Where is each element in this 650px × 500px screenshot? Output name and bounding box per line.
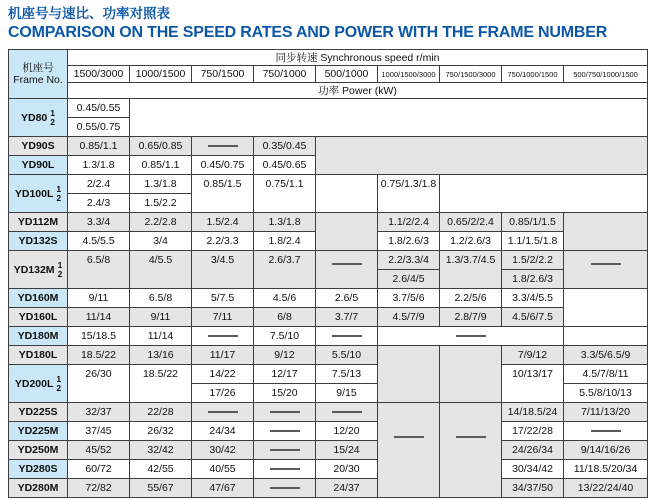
table-header <box>9 50 648 99</box>
power-value-cell: 0.75/1.1 <box>254 175 316 213</box>
power-value-cell: 7/11 <box>192 308 254 327</box>
empty-cell <box>378 346 440 403</box>
power-value-cell: 32/37 <box>68 403 130 422</box>
frame-label-cell <box>9 232 68 251</box>
power-value-cell: 14/18.5/24 <box>502 403 564 422</box>
frame-label: YD180M <box>17 330 59 342</box>
power-value-cell: 13/22/24/40 <box>564 479 648 498</box>
frame-label: YD100L 1 2 <box>14 183 62 203</box>
frame-label: YD132S <box>18 235 58 247</box>
table-row <box>9 251 648 270</box>
power-value-cell: 1.3/1.8 <box>68 156 130 175</box>
dash-cell <box>254 479 316 498</box>
power-value-cell: 30/42 <box>192 441 254 460</box>
dash-cell <box>564 251 648 289</box>
title-chinese: 机座号与速比、功率对照表 <box>8 6 170 21</box>
table-row <box>9 308 648 327</box>
table-row <box>9 403 648 422</box>
power-value-cell: 1.8/2.6/3 <box>378 232 440 251</box>
dash-line <box>270 430 300 432</box>
dash-cell <box>254 460 316 479</box>
table-row <box>9 422 648 441</box>
power-value-cell: 32/42 <box>130 441 192 460</box>
power-value-cell: 3.3/4/5.5 <box>502 289 564 308</box>
frame-label-cell <box>9 403 68 422</box>
power-value-cell: 11/14 <box>130 327 192 346</box>
power-value-cell: 24/34 <box>192 422 254 441</box>
dash-line <box>208 411 238 413</box>
power-value-cell: 3.7/5/6 <box>378 289 440 308</box>
dash-cell <box>440 403 502 498</box>
power-value-cell: 5.5/10 <box>316 346 378 365</box>
power-value-cell: 2.2/3.3/4 <box>378 251 440 270</box>
power-value-cell: 11/14 <box>68 308 130 327</box>
power-value-cell: 5.5/8/10/13 <box>564 384 648 403</box>
table-row <box>9 213 648 232</box>
power-value-cell: 1.3/1.8 <box>130 175 192 194</box>
frame-label: YD200L 1 2 <box>14 373 62 393</box>
table-row <box>9 365 648 384</box>
power-value-cell: 0.35/0.45 <box>254 137 316 156</box>
frame-sub-numbers: 1 2 <box>50 107 55 127</box>
frame-label-cell <box>9 251 68 289</box>
empty-cell <box>316 137 648 175</box>
frame-label-cell <box>9 441 68 460</box>
power-value-cell: 3.7/7 <box>316 308 378 327</box>
power-value-cell: 30/34/42 <box>502 460 564 479</box>
power-value-cell: 3/4.5 <box>192 251 254 289</box>
power-value-cell: 2.6/4/5 <box>378 270 440 289</box>
frame-sub-numbers: 1 2 <box>57 259 63 279</box>
power-value-cell: 1.5/2/2.2 <box>502 251 564 270</box>
frame-label: YD112M <box>17 216 59 228</box>
dash-line <box>332 411 362 413</box>
table-row <box>9 289 648 308</box>
power-value-cell: 6/8 <box>254 308 316 327</box>
table-row <box>9 175 648 194</box>
power-value-cell: 1.2/2.6/3 <box>440 232 502 251</box>
power-value-cell: 24/37 <box>316 479 378 498</box>
title-english: COMPARISON ON THE SPEED RATES AND POWER WITH THE FRAME NUMBER <box>8 24 608 41</box>
dash-line <box>208 335 238 337</box>
power-value-cell: 0.55/0.75 <box>68 118 130 137</box>
frame-no-header-zh: 机座号 <box>22 62 54 74</box>
power-value-cell: 0.45/0.55 <box>68 99 130 118</box>
frame-label-cell <box>9 137 68 156</box>
power-value-cell: 9/11 <box>68 289 130 308</box>
power-value-cell: 1.3/1.8 <box>254 213 316 232</box>
speed-col-header: 750/1000 <box>254 66 316 83</box>
speed-col-header: 750/1000/1500 <box>502 66 564 83</box>
frame-label-cell <box>9 365 68 403</box>
empty-cell <box>564 289 648 327</box>
power-value-cell: 18.5/22 <box>130 365 192 403</box>
power-kw-header: 功率 Power (kW) <box>68 83 648 99</box>
power-value-cell: 4.5/5.5 <box>68 232 130 251</box>
power-value-cell: 1.1/2/2.4 <box>378 213 440 232</box>
dash-cell <box>254 441 316 460</box>
speed-col-header: 1000/1500/3000 <box>378 66 440 83</box>
power-value-cell: 72/82 <box>68 479 130 498</box>
power-value-cell: 60/72 <box>68 460 130 479</box>
power-value-cell: 4/5.5 <box>130 251 192 289</box>
dash-line <box>270 487 300 489</box>
dash-line <box>591 263 621 265</box>
power-value-cell: 6.5/8 <box>130 289 192 308</box>
frame-label-cell <box>9 156 68 175</box>
table-row <box>9 137 648 156</box>
power-value-cell: 40/55 <box>192 460 254 479</box>
power-value-cell: 9/12 <box>254 346 316 365</box>
empty-cell <box>130 99 648 137</box>
frame-label-cell <box>9 460 68 479</box>
frame-label: YD280S <box>18 463 58 475</box>
power-value-cell: 4.5/7/9 <box>378 308 440 327</box>
frame-label: YD90S <box>21 140 55 152</box>
power-value-cell: 7.5/10 <box>254 327 316 346</box>
dash-line <box>332 335 362 337</box>
dash-line <box>591 430 621 432</box>
power-value-cell: 0.75/1.3/1.8 <box>378 175 440 213</box>
power-value-cell: 7/11/13/20 <box>564 403 648 422</box>
speed-columns-row <box>9 66 648 83</box>
table-body <box>9 99 648 498</box>
power-value-cell: 2.2/2.8 <box>130 213 192 232</box>
power-value-cell: 0.65/0.85 <box>130 137 192 156</box>
frame-label-cell <box>9 99 68 137</box>
empty-cell <box>564 327 648 346</box>
frame-label: YD250M <box>17 444 59 456</box>
speed-col-header: 1500/3000 <box>68 66 130 83</box>
frame-sub-numbers: 1 2 <box>56 373 62 393</box>
frame-label: YD80 1 2 <box>21 107 55 127</box>
frame-no-header-cell <box>9 50 68 99</box>
power-value-cell: 0.85/1/1.5 <box>502 213 564 232</box>
power-value-cell: 14/22 <box>192 365 254 384</box>
power-value-cell: 0.45/0.65 <box>254 156 316 175</box>
dash-cell <box>378 403 440 498</box>
synchronous-speed-header: 同步转速 Synchronous speed r/min <box>68 50 648 66</box>
frame-no-header-en: Frame No. <box>13 74 63 86</box>
power-value-cell: 0.45/0.75 <box>192 156 254 175</box>
speed-col-header: 1000/1500 <box>130 66 192 83</box>
frame-label-cell <box>9 346 68 365</box>
power-value-cell: 3.3/5/6.5/9 <box>564 346 648 365</box>
power-value-cell: 1.8/2.6/3 <box>502 270 564 289</box>
dash-line <box>394 436 424 438</box>
power-value-cell: 4.5/6 <box>254 289 316 308</box>
power-value-cell: 2.2/5/6 <box>440 289 502 308</box>
power-value-cell: 2/2.4 <box>68 175 130 194</box>
frame-label-cell <box>9 289 68 308</box>
power-value-cell: 3.3/4 <box>68 213 130 232</box>
dash-line <box>456 335 486 337</box>
power-value-cell: 47/67 <box>192 479 254 498</box>
empty-cell <box>316 213 378 251</box>
power-value-cell: 5/7.5 <box>192 289 254 308</box>
power-value-cell: 26/30 <box>68 365 130 403</box>
dash-cell <box>254 422 316 441</box>
frame-label: YD160M <box>17 292 59 304</box>
dash-line <box>270 468 300 470</box>
power-value-cell: 13/16 <box>130 346 192 365</box>
power-value-cell: 6.5/8 <box>68 251 130 289</box>
frame-label-cell <box>9 308 68 327</box>
power-value-cell: 2.4/3 <box>68 194 130 213</box>
speed-col-header: 500/1000 <box>316 66 378 83</box>
power-value-cell: 0.85/1.1 <box>130 156 192 175</box>
frame-label-cell <box>9 327 68 346</box>
table-row <box>9 479 648 498</box>
dash-cell <box>192 403 254 422</box>
frame-label-cell <box>9 479 68 498</box>
power-value-cell: 11/17 <box>192 346 254 365</box>
power-value-cell: 0.65/2/2.4 <box>440 213 502 232</box>
table-row <box>9 441 648 460</box>
dash-cell <box>316 327 378 346</box>
empty-cell <box>440 175 648 213</box>
power-value-cell: 17/22/28 <box>502 422 564 441</box>
power-value-cell: 2.6/5 <box>316 289 378 308</box>
power-value-cell: 55/67 <box>130 479 192 498</box>
power-value-cell: 18.5/22 <box>68 346 130 365</box>
dash-cell <box>316 403 378 422</box>
power-value-cell: 22/28 <box>130 403 192 422</box>
power-value-cell: 9/11 <box>130 308 192 327</box>
power-value-cell: 20/30 <box>316 460 378 479</box>
power-value-cell: 7.5/13 <box>316 365 378 384</box>
power-value-cell: 45/52 <box>68 441 130 460</box>
frame-label-cell <box>9 175 68 213</box>
power-value-cell: 42/55 <box>130 460 192 479</box>
dash-cell <box>378 327 564 346</box>
power-value-cell: 3/4 <box>130 232 192 251</box>
frame-label-cell <box>9 422 68 441</box>
power-value-cell: 15/18.5 <box>68 327 130 346</box>
power-value-cell: 10/13/17 <box>502 365 564 403</box>
power-value-cell: 37/45 <box>68 422 130 441</box>
dash-line <box>208 145 238 147</box>
power-value-cell: 1.1/1.5/1.8 <box>502 232 564 251</box>
speed-col-header: 750/1500 <box>192 66 254 83</box>
power-value-cell: 1.5/2.2 <box>130 194 192 213</box>
power-value-cell: 24/26/34 <box>502 441 564 460</box>
empty-cell <box>440 346 502 403</box>
dash-cell <box>254 403 316 422</box>
dash-line <box>456 436 486 438</box>
table-row <box>9 346 648 365</box>
page-titles <box>0 0 650 43</box>
power-value-cell: 7/9/12 <box>502 346 564 365</box>
power-value-cell: 2.6/3.7 <box>254 251 316 289</box>
power-value-cell: 15/24 <box>316 441 378 460</box>
frame-label: YD180L <box>18 349 58 361</box>
dash-line <box>270 411 300 413</box>
dash-cell <box>564 422 648 441</box>
power-value-cell: 34/37/50 <box>502 479 564 498</box>
power-value-cell: 17/26 <box>192 384 254 403</box>
table-row <box>9 99 648 118</box>
dash-line <box>332 263 362 265</box>
table-row <box>9 460 648 479</box>
frame-label: YD225M <box>17 425 59 437</box>
power-value-cell: 2.2/3.3 <box>192 232 254 251</box>
power-value-cell: 2.8/7/9 <box>440 308 502 327</box>
speed-col-header: 500/750/1000/1500 <box>564 66 648 83</box>
empty-cell <box>564 213 648 251</box>
power-value-cell: 9/14/16/26 <box>564 441 648 460</box>
power-value-cell: 1.3/3.7/4.5 <box>440 251 502 289</box>
power-value-cell: 0.85/1.1 <box>68 137 130 156</box>
power-value-cell: 9/15 <box>316 384 378 403</box>
power-value-cell: 4.5/7/8/11 <box>564 365 648 384</box>
frame-power-table <box>8 49 648 498</box>
frame-label: YD90L <box>21 159 55 171</box>
frame-label-cell <box>9 213 68 232</box>
power-value-cell: 0.85/1.5 <box>192 175 254 213</box>
speed-col-header: 750/1500/3000 <box>440 66 502 83</box>
dash-cell <box>316 251 378 289</box>
power-value-cell: 1.8/2.4 <box>254 232 316 251</box>
power-value-cell: 4.5/6/7.5 <box>502 308 564 327</box>
power-value-cell: 12/20 <box>316 422 378 441</box>
dash-cell <box>192 137 254 156</box>
power-value-cell: 12/17 <box>254 365 316 384</box>
frame-sub-numbers: 1 2 <box>56 183 62 203</box>
frame-label: YD160L <box>18 311 58 323</box>
table-row <box>9 327 648 346</box>
frame-label: YD225S <box>18 406 58 418</box>
empty-cell <box>316 175 378 213</box>
power-value-cell: 1.5/2.4 <box>192 213 254 232</box>
frame-label: YD132M 1 2 <box>13 259 63 279</box>
dash-line <box>270 449 300 451</box>
frame-label: YD280M <box>17 482 59 494</box>
dash-cell <box>192 327 254 346</box>
power-value-cell: 26/32 <box>130 422 192 441</box>
power-value-cell: 15/20 <box>254 384 316 403</box>
power-value-cell: 11/18.5/20/34 <box>564 460 648 479</box>
